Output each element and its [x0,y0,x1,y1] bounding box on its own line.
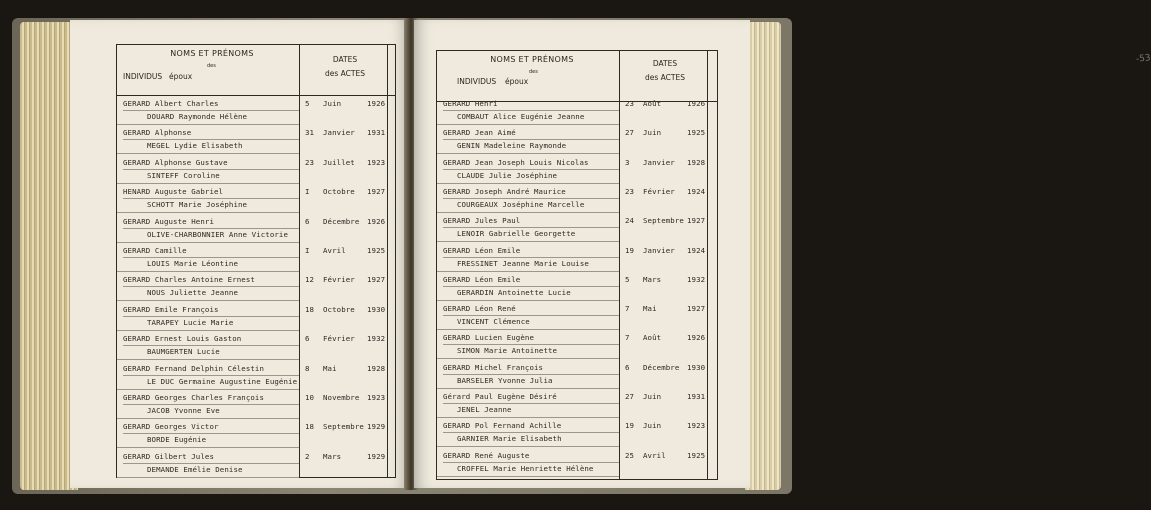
row-rule [123,463,299,464]
date-month: Mai [643,304,657,314]
date-month: Juin [643,128,662,138]
date-month: Avril [643,450,666,460]
row-rule [117,389,299,390]
date-year: 1927 [367,187,386,197]
date-month: Octobre [323,187,355,197]
header-dates [623,57,707,85]
date-day: 18 [305,422,315,432]
register-entry [117,275,395,302]
wife-name: CROFFEL Marie Henriette Hélène [457,463,594,473]
date-day: 19 [625,245,635,255]
date-month: Juin [643,392,662,401]
date-day: 19 [625,421,635,431]
register-table-left [116,44,396,478]
wife-name: BARSELER Yvonne Julia [457,375,553,385]
husband-name: GERARD Léon René [443,304,516,314]
date-day: 12 [305,275,315,285]
date-year: 1923 [687,421,706,431]
date-day: 3 [625,157,630,167]
date-year: 1928 [687,157,706,167]
wife-name: BORDE Eugénie [147,435,207,445]
wife-name: GENIN Madeleine Raymonde [457,141,567,151]
date-day: I [305,187,310,197]
husband-name: GERARD Albert Charles [123,99,219,108]
row-rule [123,139,299,140]
date-day: 23 [305,157,315,167]
husband-name: GERARD Gilbert Jules [123,451,214,461]
header-individus: INDIVIDUS [123,72,163,81]
date-month: Juin [323,99,342,108]
row-rule [123,316,299,317]
date-year: 1930 [367,304,386,314]
wife-name: MEGEL Lydie Elisabeth [147,141,243,151]
register-entry [437,158,717,185]
date-year: 1926 [367,216,386,226]
husband-name: GERARD Jules Paul [443,216,521,226]
date-month: Août [643,99,662,108]
row-rule [437,329,619,330]
date-month: Mars [643,274,662,284]
header-individus: INDIVIDUS [457,77,497,86]
date-year: 1927 [687,304,706,314]
date-year: 1925 [367,246,386,255]
date-month: Février [323,334,355,344]
date-day: 18 [305,304,315,314]
husband-name: GERARD Lucien Eugène [443,333,534,343]
left-page [70,20,408,488]
row-rule [123,257,299,258]
date-year: 1924 [687,186,706,196]
wife-name: LENOIR Gabrielle Georgette [457,229,576,239]
date-year: 1931 [367,128,386,138]
row-rule [123,375,299,376]
date-year: 1928 [367,363,386,373]
husband-name: GERARD René Auguste [443,450,530,460]
register-entry [117,99,395,126]
wife-name: LE DUC Germaine Augustine Eugénie [147,376,298,386]
wife-name: COURGEAUX Joséphine Marcelle [457,199,585,209]
date-day: 5 [625,274,630,284]
register-entry [117,217,395,244]
wife-name: BAUMGERTEN Lucie [147,347,220,357]
date-month: Juin [643,421,662,431]
husband-name: GERARD Joseph André Maurice [443,186,566,196]
row-rule [123,198,299,199]
wife-name: OLIVE-CHARBONNIER Anne Victorie [147,229,289,239]
row-rule [443,403,619,404]
row-rule [117,271,299,272]
husband-name: GERARD Léon Emile [443,245,521,255]
row-rule [117,477,299,478]
row-rule [437,124,619,125]
date-month: Septembre [323,422,364,432]
date-year: 1926 [367,99,386,108]
husband-name: GERARD Emile François [123,304,219,314]
date-year: 1925 [687,128,706,138]
husband-name: GERARD Camille [123,246,187,255]
row-rule [443,110,619,111]
date-day: 27 [625,128,635,138]
register-entry [117,246,395,273]
husband-name: GERARD Georges Victor [123,422,219,432]
row-rule [443,169,619,170]
date-year: 1929 [367,422,386,432]
date-month: Avril [323,246,346,255]
husband-name: GERARD Ernest Louis Gaston [123,334,242,344]
row-rule [117,300,299,301]
header-noms-prenoms: NOMS ET PRÉNOMS [170,49,254,58]
register-entry [437,216,717,243]
date-year: 1932 [687,274,706,284]
date-day: 2 [305,451,310,461]
row-rule [123,228,299,229]
husband-name: GERARD Michel François [443,362,544,372]
date-month: Août [643,333,662,343]
row-rule [437,241,619,242]
wife-name: COMBAUT Alice Eugénie Jeanne [457,112,585,121]
row-rule [437,446,619,447]
header-epoux: époux [505,77,529,86]
row-rule [443,374,619,375]
husband-name: GERARD Charles Antoine Ernest [123,275,255,285]
row-rule [443,139,619,140]
header-des: des [529,69,538,75]
wife-name: LOUIS Marie Léontine [147,259,238,268]
header-dates-label: DATES [652,59,678,68]
register-entry [437,392,717,419]
wife-name: JACOB Yvonne Eve [147,406,220,415]
register-entry [437,187,717,214]
row-rule [117,212,299,213]
date-year: 1927 [687,216,706,226]
row-rule [123,433,299,434]
date-month: Janvier [643,245,675,255]
row-rule [117,330,299,331]
row-rule [437,153,619,154]
row-rule [437,212,619,213]
husband-name: Gérard Paul Eugène Désiré [443,392,557,401]
date-month: Mai [323,363,337,373]
date-year: 1925 [687,450,706,460]
register-entry [437,275,717,302]
wife-name: CLAUDE Julie Joséphine [457,170,558,180]
wife-name: DOUARD Raymonde Hélène [147,112,248,121]
row-rule [437,476,619,477]
row-rule [443,462,619,463]
row-rule [117,124,299,125]
header-des: des [207,63,216,69]
date-month: Septembre [643,216,684,226]
wife-name: GARNIER Marie Elisabeth [457,434,562,444]
register-entry [437,421,717,448]
row-rule [443,257,619,258]
row-rule [437,271,619,272]
date-year: 1931 [687,392,706,401]
register-entry [117,364,395,391]
wife-name: JENEL Jeanne [457,405,512,414]
date-day: 5 [305,99,310,108]
date-month: Janvier [643,157,675,167]
date-year: 1932 [367,334,386,344]
register-entry [117,422,395,449]
date-day: 27 [625,392,635,401]
register-entry [437,363,717,390]
table-header [117,45,395,96]
row-rule [117,183,299,184]
date-day: 7 [625,333,630,343]
date-month: Février [643,186,675,196]
row-rule [123,404,299,405]
date-day: 6 [305,216,310,226]
row-rule [443,432,619,433]
folio-number: -53 [1135,53,1151,65]
right-page [414,20,1151,488]
husband-name: GERARD Georges Charles François [123,393,265,402]
row-rule [117,447,299,448]
wife-name: SINTEFF Coroline [147,170,220,180]
date-day: 25 [625,450,635,460]
date-year: 1926 [687,99,706,108]
husband-name: HENARD Auguste Gabriel [123,187,224,197]
header-des-actes: des ACTES [645,73,685,82]
row-rule [123,169,299,170]
register-entry [437,246,717,273]
register-entry [117,393,395,420]
wife-name: GERARDIN Antoinette Lucie [457,287,571,297]
row-rule [437,183,619,184]
date-day: I [305,246,310,255]
husband-name: GERARD Henri [443,99,498,108]
date-day: 6 [305,334,310,344]
row-rule [117,418,299,419]
date-day: 10 [305,393,315,402]
date-day: 8 [305,363,310,373]
husband-name: GERARD Fernand Delphin Célestin [123,363,265,373]
wife-name: NOUS Juliette Jeanne [147,288,238,298]
row-rule [123,286,299,287]
date-month: Novembre [323,393,360,402]
register-entry [437,128,717,155]
row-rule [437,417,619,418]
row-rule [443,227,619,228]
wife-name: TARAPEY Lucie Marie [147,317,234,327]
date-day: 23 [625,186,635,196]
row-rule [123,110,299,111]
wife-name: DEMANDE Emélie Denise [147,464,243,474]
wife-name: FRESSINET Jeanne Marie Louise [457,258,589,268]
row-rule [443,315,619,316]
date-day: 31 [305,128,315,138]
husband-name: GERARD Jean Joseph Louis Nicolas [443,157,589,167]
register-entry [437,333,717,360]
date-month: Février [323,275,355,285]
husband-name: GERARD Jean Aimé [443,128,516,138]
date-day: 7 [625,304,630,314]
header-des-actes: des ACTES [325,69,365,78]
wife-name: SIMON Marie Antoinette [457,346,558,356]
date-year: 1930 [687,362,706,372]
register-entry [117,452,395,479]
wife-name: SCHOTT Marie Joséphine [147,200,248,210]
date-month: Janvier [323,128,355,138]
register-entry [117,158,395,185]
register-entry [437,99,717,126]
husband-name: GERARD Auguste Henri [123,216,214,226]
date-month: Mars [323,451,342,461]
register-entry [117,334,395,361]
row-rule [437,300,619,301]
row-rule [117,153,299,154]
date-month: Juillet [323,157,355,167]
register-entry [437,304,717,331]
table-header [437,51,717,102]
row-rule [123,345,299,346]
register-entry [437,451,717,478]
row-rule [117,359,299,360]
header-dates [303,53,387,81]
register-table-right [436,50,718,480]
register-entry [117,128,395,155]
header-dates-label: DATES [332,55,358,64]
husband-name: GERARD Léon Emile [443,274,521,284]
date-year: 1924 [687,245,706,255]
row-rule [117,242,299,243]
date-year: 1926 [687,333,706,343]
date-year: 1923 [367,393,386,402]
row-rule [437,388,619,389]
date-day: 24 [625,216,635,226]
header-noms-prenoms: NOMS ET PRÉNOMS [490,55,574,64]
date-month: Décembre [323,216,360,226]
wife-name: VINCENT Clémence [457,317,530,327]
row-rule [443,286,619,287]
register-entry [117,187,395,214]
date-year: 1929 [367,451,386,461]
date-month: Octobre [323,304,355,314]
date-month: Décembre [643,362,680,372]
date-day: 23 [625,99,635,108]
row-rule [437,358,619,359]
date-year: 1923 [367,157,386,167]
row-rule [443,344,619,345]
date-year: 1927 [367,275,386,285]
husband-name: GERARD Alphonse [123,128,192,138]
husband-name: GERARD Alphonse Gustave [123,157,228,167]
page-edges-right [745,22,781,490]
date-day: 6 [625,362,630,372]
husband-name: GERARD Pol Fernand Achille [443,421,562,431]
register-entry [117,305,395,332]
row-rule [443,198,619,199]
header-epoux: époux [169,72,193,81]
